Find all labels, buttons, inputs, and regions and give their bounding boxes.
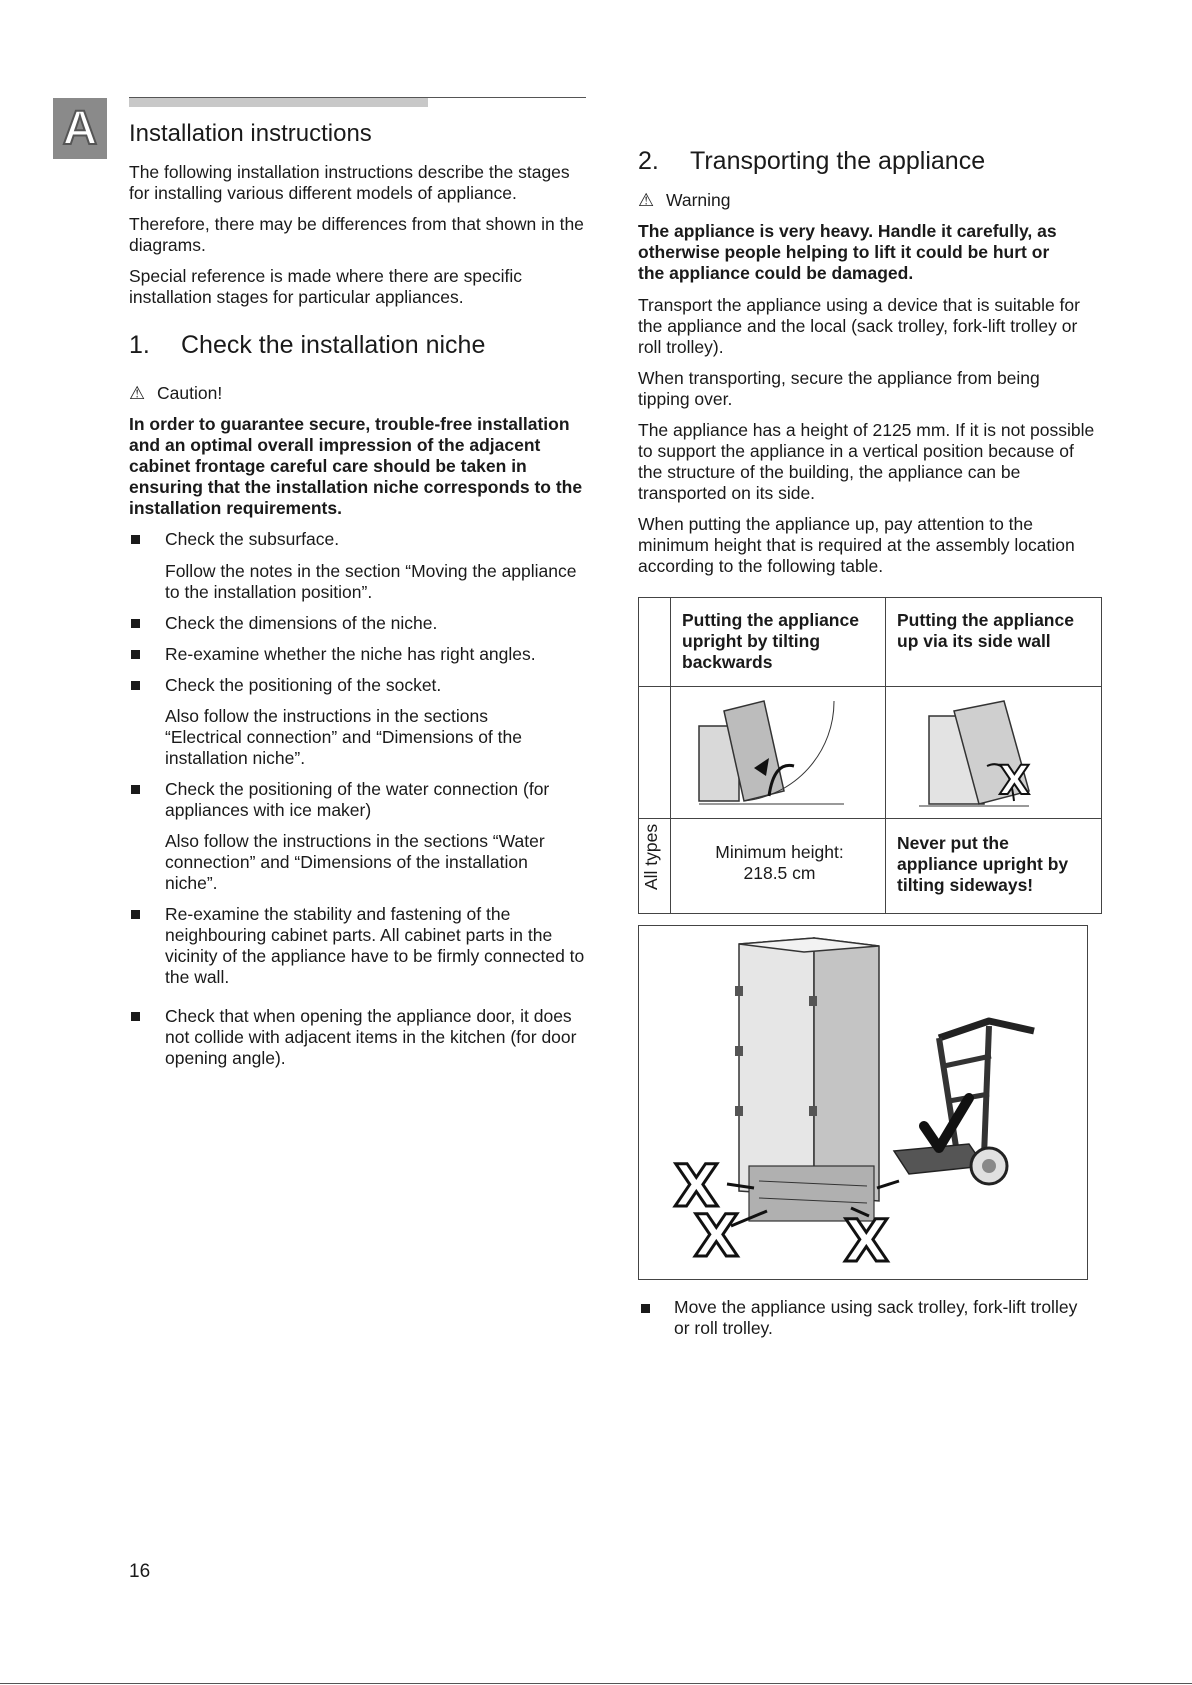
bullet-icon bbox=[131, 681, 140, 690]
bullet-icon bbox=[641, 1304, 650, 1313]
table-divider bbox=[639, 686, 1101, 687]
list-item-note: Also follow the instructions in the sections “Electrical connection” and “Dimensions of the installation niche”. bbox=[165, 706, 522, 768]
check-icon bbox=[924, 1098, 969, 1148]
section-2-heading bbox=[638, 147, 985, 176]
caution-label: Caution! bbox=[157, 383, 223, 403]
section-badge bbox=[53, 98, 107, 159]
move-appliance-item: Move the appliance using sack trolley, fork-lift trolley or roll trolley. bbox=[674, 1297, 1078, 1338]
section-1-number: 1. bbox=[129, 331, 150, 359]
badge-letter: A bbox=[62, 101, 98, 155]
transport-paragraph-1: Transport the appliance using a device that is suitable for the appliance and the local (sack trolley, fork-lift trolley or roll trolley). bbox=[638, 295, 1080, 357]
bullet-icon bbox=[131, 1012, 140, 1021]
intro-paragraph-1: The following installation instructions describe the stages for installing various different models of appliance. bbox=[129, 162, 570, 203]
tilt-table bbox=[638, 597, 1102, 914]
caution-line bbox=[129, 383, 222, 404]
trolley-illustration-frame bbox=[638, 925, 1088, 1280]
row-label-all-types: All types bbox=[641, 823, 661, 890]
warning-icon: ⚠ bbox=[638, 190, 655, 210]
intro-paragraph-3: Special reference is made where there are specific installation stages for particular appliances. bbox=[129, 266, 522, 307]
list-item: Check the positioning of the water connection (for appliances with ice maker) bbox=[165, 779, 550, 820]
bullet-icon bbox=[131, 910, 140, 919]
section-1-heading bbox=[129, 331, 485, 360]
transport-paragraph-2: When transporting, secure the appliance from being tipping over. bbox=[638, 368, 1040, 409]
caution-text: In order to guarantee secure, trouble-free installation and an optimal overall impression of the adjacent cabinet frontage careful care should be taken in ensuring that the installation niche corresponds to the installation requirements. bbox=[129, 414, 583, 518]
page-number: 16 bbox=[129, 1561, 151, 1582]
table-header-backwards: Putting the appliance upright by tilting backwards bbox=[682, 610, 859, 672]
warning-text: The appliance is very heavy. Handle it carefully, as otherwise people helping to lift it could be hurt or the appliance could be damaged. bbox=[638, 221, 1057, 283]
list-item: Re-examine whether the niche has right angles. bbox=[165, 644, 536, 664]
list-item: Re-examine the stability and fastening of the neighbouring cabinet parts. All cabinet parts in the vicinity of the appliance have to be firmly connected to the wall. bbox=[165, 904, 585, 987]
bullet-icon bbox=[131, 619, 140, 628]
tilt-sideways-illustration bbox=[909, 696, 1079, 811]
min-height-value: 218.5 cm bbox=[743, 863, 816, 883]
list-item-note: Follow the notes in the section “Moving the appliance to the installation position”. bbox=[165, 561, 577, 602]
x-cross-icon: X bbox=[674, 1152, 719, 1220]
list-item-note: Also follow the instructions in the sections “Water connection” and “Dimensions of the installation niche”. bbox=[165, 831, 545, 893]
list-item: Check that when opening the appliance door, it does not collide with adjacent items in the kitchen (for door opening angle). bbox=[165, 1006, 577, 1068]
footer-rule bbox=[0, 1683, 1192, 1684]
trolley-illustration bbox=[639, 926, 1087, 1279]
warning-line bbox=[638, 190, 731, 211]
section-2-title: Transporting the appliance bbox=[690, 147, 986, 175]
x-cross-icon: X bbox=[999, 758, 1030, 804]
transport-paragraph-4: When putting the appliance up, pay attention to the minimum height that is required at the assembly location according to the following table. bbox=[638, 514, 1075, 576]
bullet-icon bbox=[131, 650, 140, 659]
tilt-backwards-illustration bbox=[694, 696, 864, 811]
list-item: Check the subsurface. bbox=[165, 529, 340, 549]
table-divider bbox=[670, 598, 671, 913]
transport-paragraph-3: The appliance has a height of 2125 mm. If it is not possible to support the appliance in a vertical position because of the structure of the building, the appliance can be transported on its side. bbox=[638, 420, 1095, 503]
table-header-sidewall: Putting the appliance up via its side wall bbox=[897, 610, 1074, 651]
section-2-number: 2. bbox=[638, 147, 659, 175]
min-height-label: Minimum height: bbox=[715, 842, 844, 862]
bullet-icon bbox=[131, 535, 140, 544]
table-divider bbox=[639, 818, 1101, 819]
bullet-icon bbox=[131, 785, 140, 794]
list-item: Check the positioning of the socket. bbox=[165, 675, 442, 695]
page-title: Installation instructions bbox=[129, 120, 372, 147]
warning-label: Warning bbox=[666, 190, 731, 210]
section-1-title: Check the installation niche bbox=[181, 331, 486, 359]
x-cross-icon: X bbox=[694, 1202, 739, 1270]
header-bar bbox=[129, 98, 428, 107]
x-cross-icon: X bbox=[844, 1207, 889, 1275]
table-divider bbox=[885, 598, 886, 913]
intro-paragraph-2: Therefore, there may be differences from that shown in the diagrams. bbox=[129, 214, 584, 255]
list-item: Check the dimensions of the niche. bbox=[165, 613, 438, 633]
caution-icon: ⚠ bbox=[129, 383, 146, 403]
never-tilt-sideways: Never put the appliance upright by tilting sideways! bbox=[897, 833, 1069, 895]
